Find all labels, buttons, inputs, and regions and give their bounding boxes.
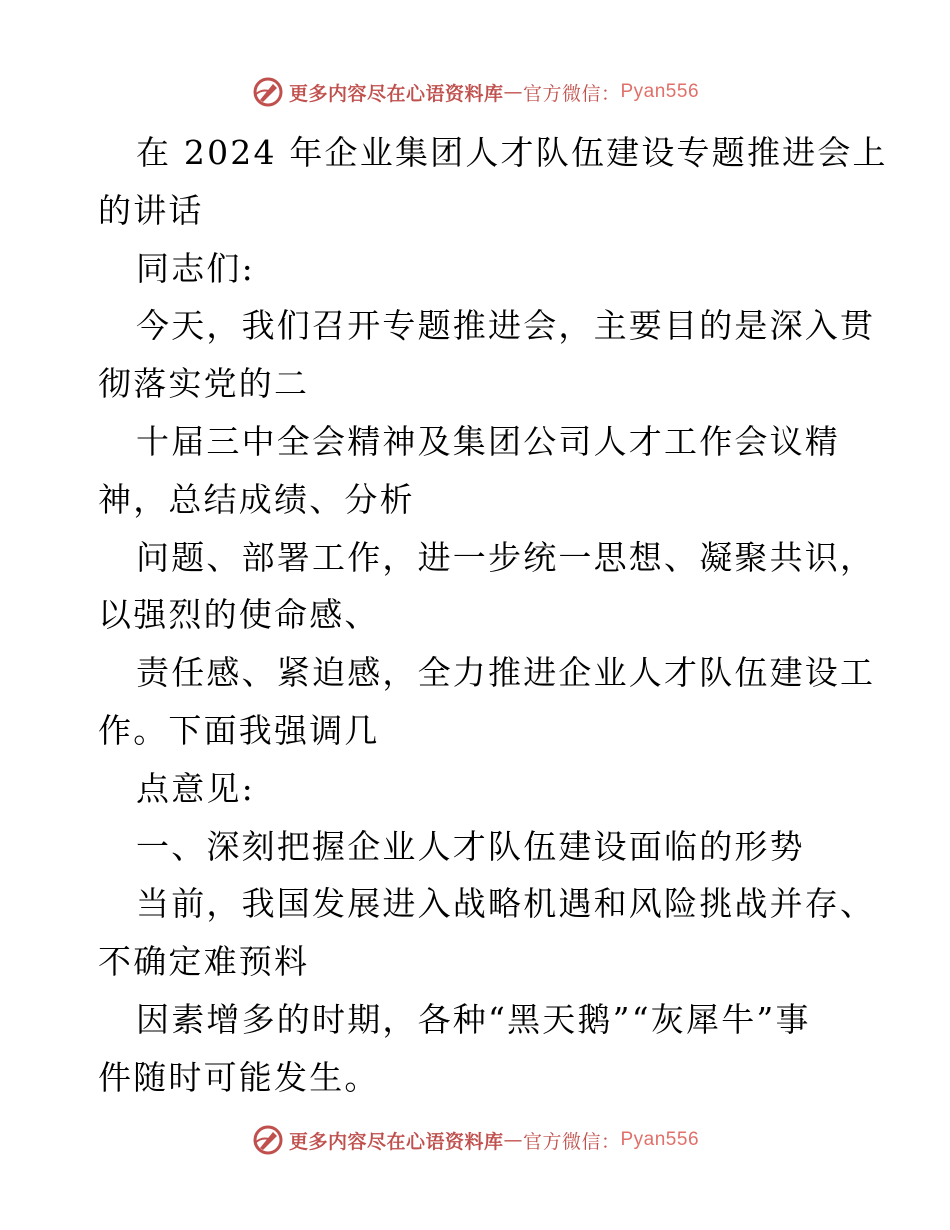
- text-line: 十届三中全会精神及集团公司人才工作会议精: [136, 421, 840, 461]
- text-line: 同志们:: [136, 248, 255, 288]
- text-line: 在 2024 年企业集团人才队伍建设专题推进会上: [136, 133, 888, 172]
- watermark-dash: —: [503, 81, 523, 103]
- pen-nib-circle-icon: [251, 1123, 285, 1157]
- text-line: 今天，我们召开专题推进会，主要目的是深入贯: [136, 306, 876, 346]
- watermark-brand: 更多内容尽在心语资料库: [288, 1130, 504, 1153]
- text-line: 问题、部署工作，进一步统一思想、凝聚共识，: [136, 537, 876, 577]
- text-line: 作。下面我强调几: [98, 710, 380, 750]
- text-line: 以强烈的使命感、: [98, 595, 380, 635]
- text-line: 责任感、紧迫感，全力推进企业人才队伍建设工: [136, 653, 876, 693]
- watermark-contact-id: Pyan556: [620, 81, 700, 102]
- document-body: [98, 124, 888, 1107]
- footer-watermark: [0, 1120, 950, 1160]
- text-line: 点意见:: [136, 768, 255, 808]
- text-line: 件随时可能发生。: [98, 1057, 380, 1097]
- text-line: 彻落实党的二: [98, 364, 310, 404]
- text-line: 因素增多的时期，各种“黑天鹅”“灰犀牛”事: [136, 999, 811, 1039]
- watermark-dash: —: [503, 1129, 523, 1151]
- text-line: 的讲话: [98, 190, 204, 230]
- watermark-brand: 更多内容尽在心语资料库: [288, 82, 504, 105]
- pen-nib-circle-icon: [251, 75, 285, 109]
- watermark-contact-label: 官方微信：: [522, 82, 621, 105]
- text-line: 一、深刻把握企业人才队伍建设面临的形势: [136, 826, 805, 866]
- text-line: 当前，我国发展进入战略机遇和风险挑战并存、: [136, 884, 876, 924]
- text-line: 不确定难预料: [98, 942, 310, 982]
- watermark-contact-label: 官方微信：: [522, 1130, 621, 1153]
- watermark-contact-id: Pyan556: [620, 1129, 700, 1150]
- text-line: 神，总结成绩、分析: [98, 479, 415, 519]
- header-watermark: [0, 72, 950, 112]
